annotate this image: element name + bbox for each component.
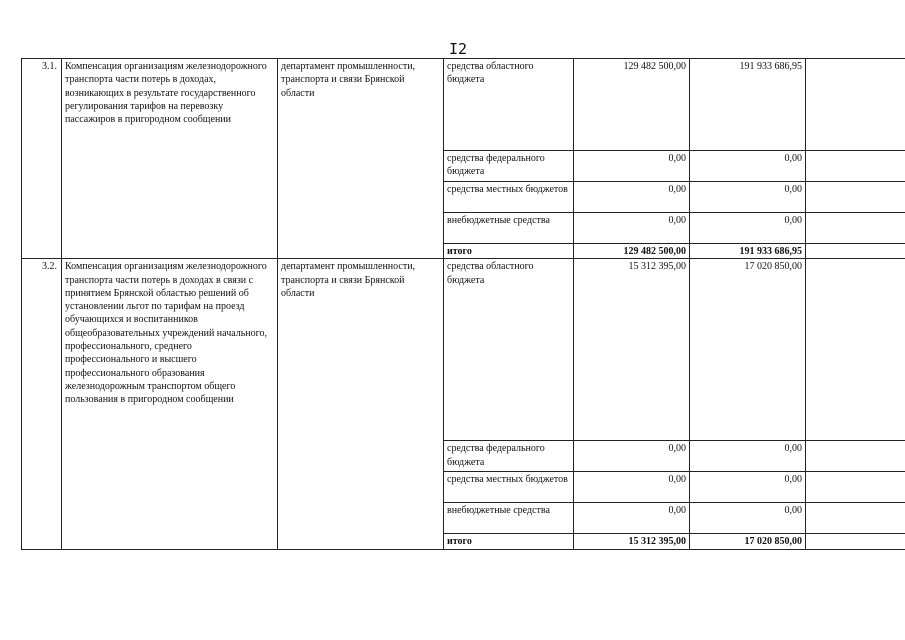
amount-1: 0,00: [574, 441, 690, 472]
total-amount-1: 15 312 395,00: [574, 534, 690, 549]
total-label: итого: [444, 534, 574, 549]
measure-description: Компенсация организациям железнодорожного транспорта части потерь в доходах в связи с принятием Брянской областью решений об установлении льгот по тарифам на проезд обучающихся и воспитанников общеобразовательных учреждений начального, профессионального, среднего профессионального и высшего профессионального образования железнодорожным транспортом общего пользования в пригородном сообщении: [62, 259, 278, 549]
amount-2: 0,00: [690, 182, 806, 213]
table-row: [22, 59, 905, 151]
amount-2: 0,00: [690, 472, 806, 503]
empty-cell: [806, 472, 905, 503]
amount-1: 0,00: [574, 213, 690, 244]
funding-source: средства местных бюджетов: [444, 472, 574, 503]
amount-1: 0,00: [574, 472, 690, 503]
amount-1: 0,00: [574, 182, 690, 213]
empty-cell: [806, 441, 905, 472]
total-amount-1: 129 482 500,00: [574, 244, 690, 259]
empty-cell: [806, 213, 905, 244]
total-label: итого: [444, 244, 574, 259]
amount-1: 0,00: [574, 503, 690, 534]
amount-2: 0,00: [690, 213, 806, 244]
funding-source: средства местных бюджетов: [444, 182, 574, 213]
amount-1: 129 482 500,00: [574, 59, 690, 151]
empty-cell: [806, 182, 905, 213]
row-number: 3.1.: [22, 59, 62, 259]
empty-cell: [806, 244, 905, 259]
empty-cell: [806, 259, 905, 441]
funding-source: средства областного бюджета: [444, 259, 574, 441]
funding-source: средства федерального бюджета: [444, 441, 574, 472]
empty-cell: [806, 59, 905, 151]
amount-2: 191 933 686,95: [690, 59, 806, 151]
empty-cell: [806, 151, 905, 182]
funding-source: внебюджетные средства: [444, 503, 574, 534]
table-row: [22, 259, 905, 441]
amount-1: 0,00: [574, 151, 690, 182]
empty-cell: [806, 503, 905, 534]
responsible-department: департамент промышленности, транспорта и связи Брянской области: [278, 259, 444, 549]
total-amount-2: 17 020 850,00: [690, 534, 806, 549]
responsible-department: департамент промышленности, транспорта и связи Брянской области: [278, 59, 444, 259]
funding-source: средства областного бюджета: [444, 59, 574, 151]
row-number: 3.2.: [22, 259, 62, 549]
amount-2: 17 020 850,00: [690, 259, 806, 441]
empty-cell: [806, 534, 905, 549]
amount-2: 0,00: [690, 151, 806, 182]
amount-2: 0,00: [690, 441, 806, 472]
total-amount-2: 191 933 686,95: [690, 244, 806, 259]
amount-1: 15 312 395,00: [574, 259, 690, 441]
page-number: I2: [449, 40, 468, 58]
funding-source: внебюджетные средства: [444, 213, 574, 244]
measure-description: Компенсация организациям железнодорожного транспорта части потерь в доходах, возникающих в результате государственного регулирования тарифов на перевозку пассажиров в пригородном сообщении: [62, 59, 278, 259]
funding-table: [21, 58, 905, 550]
amount-2: 0,00: [690, 503, 806, 534]
funding-source: средства федерального бюджета: [444, 151, 574, 182]
